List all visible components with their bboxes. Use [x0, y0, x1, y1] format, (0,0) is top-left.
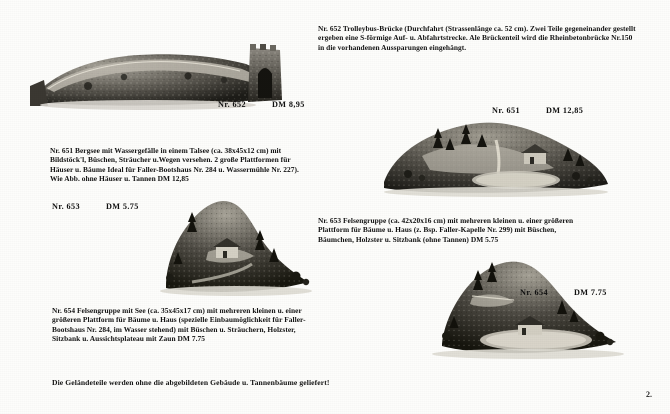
label-651-price: DM 12,85 [545, 106, 584, 115]
caption-654: Nr. 654 Felsengruppe mit See (ca. 35x45x17 cm) mit mehreren kleinen u. einer größeren Plattform für Bäume u. Haus (spezielle Einbaumöglichkeit für Faller-Bootshaus Nr. 284, im Wasser stehend) mit Büschen u. Sträuchern, Holzster, Sitzbank u. Aussichtsplateau mit Zaun DM 7.75 [52, 306, 306, 344]
label-654-name: Nr. 654 [520, 288, 548, 297]
label-652-price: DM 8,95 [271, 100, 305, 109]
label-652-name: Nr. 652 [218, 100, 246, 109]
label-653 [52, 202, 139, 211]
label-652 [218, 100, 305, 109]
caption-652: Nr. 652 Trolleybus-Brücke (Durchfahrt (Strassenlänge ca. 52 cm). Zwei Teile gegeneinander gestellt ergeben eine S-förmige Auf- u. Abfahrtstrecke. Ale Brückenteil wird die Rheinbetonbrücke Nr.150 in die vorhandenen Aussparungen eingehängt. [318, 24, 636, 52]
label-653-price: DM 5.75 [105, 202, 139, 211]
product-photo-653 [148, 190, 323, 300]
page-number: 2. [646, 390, 652, 399]
caption-653: Nr. 653 Felsengruppe (ca. 42x20x16 cm) mit mehreren kleinen u. einer größeren Plattform für Bäume u. Haus (z. Bsp. Faller-Kapelle Nr. 299) mit Büschen, Bäumchen, Holzster u. Sitzbank (ohne Tannen) DM 5.75 [318, 216, 574, 244]
product-photo-652 [28, 28, 290, 110]
label-654 [520, 288, 607, 297]
caption-651: Nr. 651 Bergsee mit Wassergefälle in einem Talsee (ca. 38x45x12 cm) mit Bildstöck'l, Büschen, Sträucher u.Wegen versehen. 2 große Plattformen für Häuser u. Bäume Ideal für Faller-Bootshaus Nr. 284 u. Wassermühle Nr. 227). Wie Abb. ohne Häuser u. Tannen DM 12,85 [50, 146, 299, 184]
label-654-price: DM 7.75 [573, 288, 607, 297]
product-photo-651 [378, 104, 613, 199]
footer-note: Die Geländeteile werden ohne die abgebildeten Gebäude u. Tannenbäume geliefert! [52, 378, 330, 387]
label-653-name: Nr. 653 [52, 202, 80, 211]
product-photo-654 [418, 244, 633, 364]
label-651-name: Nr. 651 [492, 106, 520, 115]
label-651 [492, 106, 583, 115]
